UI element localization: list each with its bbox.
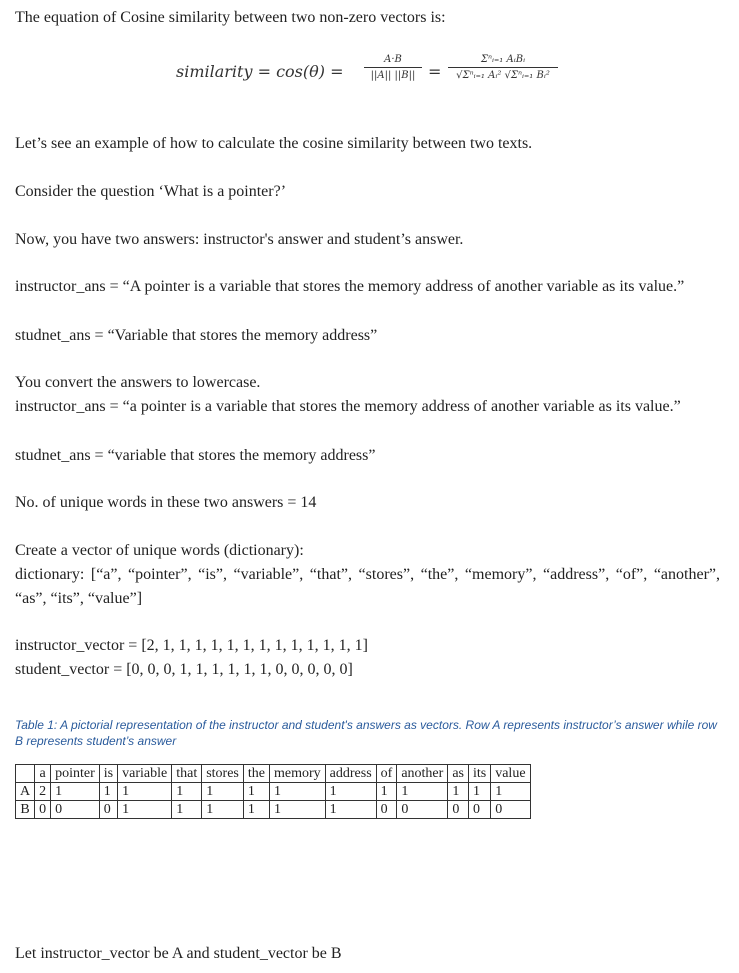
table-cell: 1 xyxy=(325,783,376,801)
table-cell: 0 xyxy=(491,801,530,819)
equation-lhs: similarity = cos(θ) = xyxy=(176,62,344,81)
table-header-cell xyxy=(16,765,35,783)
dictionary-list: dictionary: [“a”, “pointer”, “is”, “variable”, “that”, “stores”, “the”, “memory”, “address”, “of”, “another”, “as”, “its”, “value”] xyxy=(15,566,720,607)
table-cell: 1 xyxy=(376,783,397,801)
table-cell: 1 xyxy=(491,783,530,801)
table-row xyxy=(16,783,531,801)
table-header-cell: of xyxy=(376,765,397,783)
table-header-cell: memory xyxy=(270,765,326,783)
table-header-cell: as xyxy=(448,765,469,783)
table-cell: 1 xyxy=(172,801,202,819)
table-header-cell: value xyxy=(491,765,530,783)
table-cell: 0 xyxy=(51,801,100,819)
student-answer: studnet_ans = “Variable that stores the memory address” xyxy=(15,327,378,344)
table-cell: 1 xyxy=(468,783,490,801)
table-header-cell: a xyxy=(35,765,51,783)
table-cell: 1 xyxy=(270,783,326,801)
student-answer-lowercase: studnet_ans = “variable that stores the memory address” xyxy=(15,447,376,464)
table-cell: 0 xyxy=(376,801,397,819)
cosine-equation xyxy=(176,52,576,102)
fraction-1-denominator: ||A|| ||B|| xyxy=(370,70,416,81)
final-line: Let instructor_vector be A and student_vector be B xyxy=(15,945,342,962)
answers-paragraph: Now, you have two answers: instructor's answer and student’s answer. xyxy=(15,231,464,248)
table-cell: 0 xyxy=(397,801,448,819)
example-paragraph: Let’s see an example of how to calculate the cosine similarity between two texts. xyxy=(15,135,533,152)
table-cell: 1 xyxy=(202,801,244,819)
table-cell: 1 xyxy=(202,783,244,801)
table-cell: 1 xyxy=(243,783,269,801)
table-cell: 1 xyxy=(118,783,172,801)
table-cell: 1 xyxy=(325,801,376,819)
table-cell: 1 xyxy=(118,801,172,819)
table-cell: 0 xyxy=(468,801,490,819)
fraction-1 xyxy=(364,54,422,81)
instructor-answer-lowercase: instructor_ans = “a pointer is a variable that stores the memory address of another variable as its value.” xyxy=(15,398,681,415)
table-cell: 1 xyxy=(397,783,448,801)
table-cell: B xyxy=(16,801,35,819)
table-header-cell: its xyxy=(468,765,490,783)
table-header-cell: the xyxy=(243,765,269,783)
table-cell: 1 xyxy=(243,801,269,819)
lowercase-intro: You convert the answers to lowercase. xyxy=(15,374,261,391)
fraction-1-numerator: A·B xyxy=(384,54,402,65)
table-cell: A xyxy=(16,783,35,801)
table-header-cell: another xyxy=(397,765,448,783)
table-cell: 2 xyxy=(35,783,51,801)
vector-table xyxy=(15,764,531,819)
table-header-row xyxy=(16,765,531,783)
instructor-answer: instructor_ans = “A pointer is a variable that stores the memory address of another variable as its value.” xyxy=(15,278,685,295)
fraction-2-numerator: Σⁿᵢ₌₁ AᵢBᵢ xyxy=(480,54,526,65)
table-header-cell: variable xyxy=(118,765,172,783)
table-header-cell: that xyxy=(172,765,202,783)
intro-text: The equation of Cosine similarity between two non-zero vectors is: xyxy=(15,9,446,26)
table-cell: 1 xyxy=(172,783,202,801)
table-cell: 1 xyxy=(270,801,326,819)
student-vector: student_vector = [0, 0, 0, 1, 1, 1, 1, 1, 1, 0, 0, 0, 0, 0] xyxy=(15,661,353,678)
table-header-cell: address xyxy=(325,765,376,783)
table-cell: 1 xyxy=(99,783,117,801)
fraction-2 xyxy=(448,54,558,81)
table-header-cell: stores xyxy=(202,765,244,783)
fraction-2-denominator: √Σⁿᵢ₌₁ Aᵢ² √Σⁿᵢ₌₁ Bᵢ² xyxy=(456,70,550,81)
table-row xyxy=(16,801,531,819)
instructor-vector: instructor_vector = [2, 1, 1, 1, 1, 1, 1, 1, 1, 1, 1, 1, 1, 1] xyxy=(15,637,368,654)
dictionary-intro: Create a vector of unique words (dictionary): xyxy=(15,542,304,559)
table-caption: Table 1: A pictorial representation of the instructor and student's answers as vectors. Row A represents instructor’s answer while row B represents student’s answer xyxy=(15,718,717,748)
table-cell: 1 xyxy=(51,783,100,801)
table-cell: 0 xyxy=(99,801,117,819)
table-header-cell: pointer xyxy=(51,765,100,783)
question-paragraph: Consider the question ‘What is a pointer?’ xyxy=(15,183,287,200)
table-header-cell: is xyxy=(99,765,117,783)
table-cell: 0 xyxy=(448,801,469,819)
unique-word-count: No. of unique words in these two answers = 14 xyxy=(15,494,317,511)
equation-equals: = xyxy=(428,62,442,81)
table-cell: 1 xyxy=(448,783,469,801)
table-cell: 0 xyxy=(35,801,51,819)
